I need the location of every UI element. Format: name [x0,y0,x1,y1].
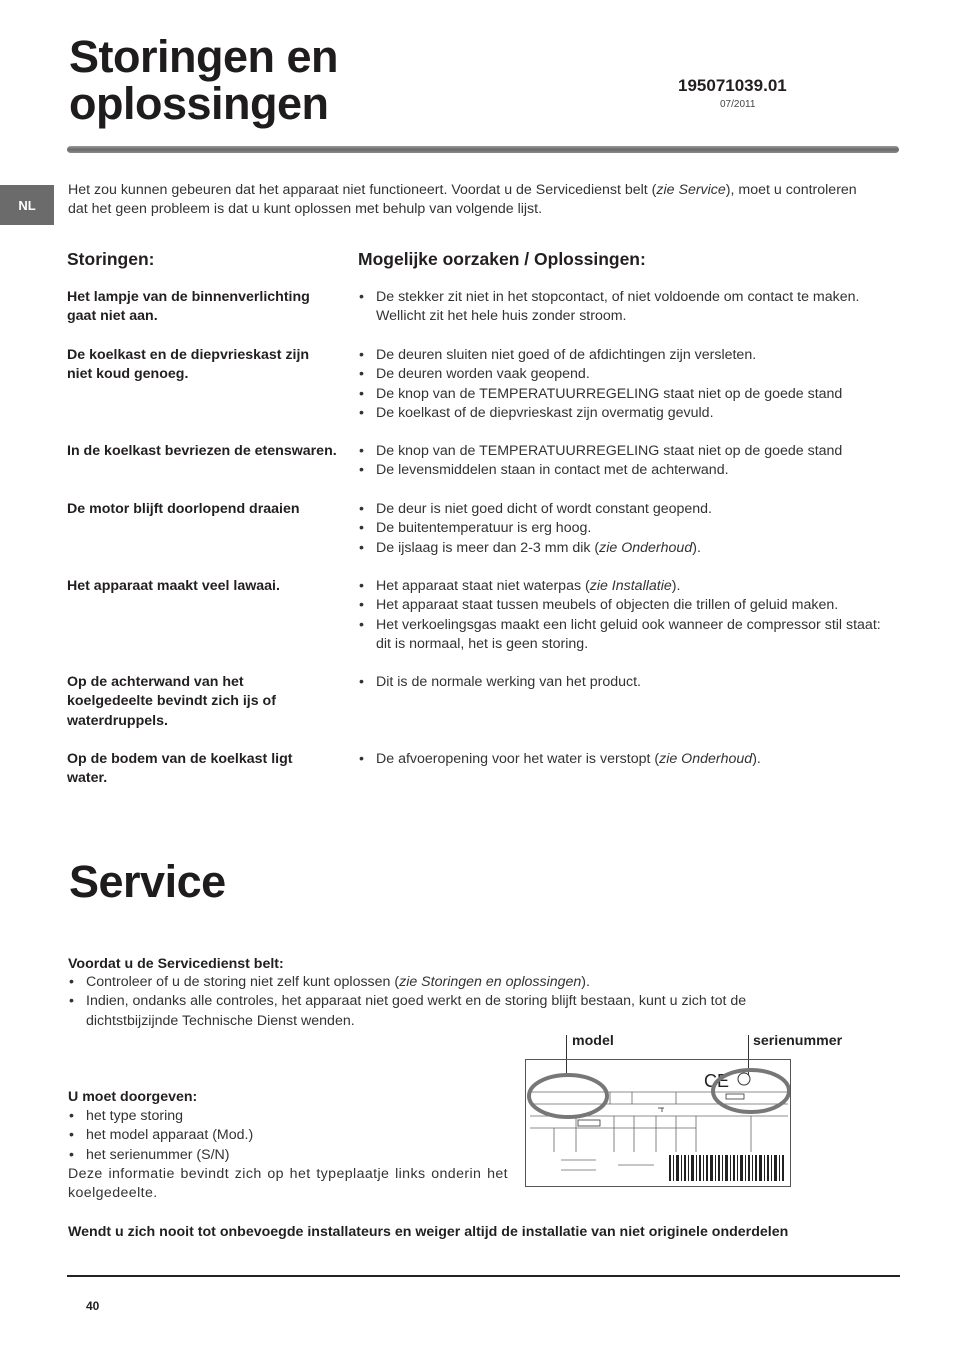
cause-list [359,577,899,654]
before-call-list [69,973,829,1031]
must-provide-item: • het model apparaat (Mod.) [69,1126,499,1145]
cause-list [359,346,899,423]
footer-divider [67,1275,900,1277]
causes-heading: Mogelijke oorzaken / Oplossingen: [358,249,646,269]
cause-item: • De deuren worden vaak geopend. [359,365,899,384]
must-provide-item: • het serienummer (S/N) [69,1146,499,1165]
document-date: 07/2011 [720,99,756,110]
page-number: 40 [86,1299,100,1313]
page-title [69,33,338,127]
rating-plate-illustration [525,1059,791,1187]
before-call-heading: Voordat u de Servicedienst belt: [68,956,284,972]
installer-warning: Wendt u zich nooit tot onbevoegde installateurs en weiger altijd de installatie van niet originele onderdelen [68,1224,789,1240]
header-divider [67,146,899,153]
language-tab: NL [0,185,54,225]
cause-item: • De deur is niet goed dicht of wordt constant geopend. [359,500,899,519]
label-model: model [572,1033,614,1049]
cause-item: • De knop van de TEMPERATUURREGELING staat niet op de goede stand [359,442,899,461]
must-provide-item: • het type storing [69,1107,499,1126]
cause-item: • Het verkoelingsgas maakt een licht geluid ook wanneer de compressor stil staat: dit is normaal, het is geen storing. [359,616,899,655]
cause-item: • De ijslaag is meer dan 2-3 mm dik (zie Onderhoud). [359,539,899,558]
cause-item: • Dit is de normale werking van het product. [359,673,899,692]
cause-list [359,500,899,558]
cause-item: • Het apparaat staat niet waterpas (zie Installatie). [359,577,899,596]
svg-text:CE: CE [704,1071,730,1091]
cause-item: • De buitentemperatuur is erg hoog. [359,519,899,538]
must-provide-heading: U moet doorgeven: [68,1089,198,1105]
problem-label: Het lampje van de binnenverlichting gaat niet aan. [67,289,310,325]
problem-label: De koelkast en de diepvrieskast zijn niet koud genoeg. [67,347,310,383]
document-code: 195071039.01 [678,76,787,95]
cause-list [359,750,899,769]
before-call-item: • Indien, ondanks alle controles, het apparaat niet goed werkt en de storing blijft bestaan, kunt u zich tot de dichtstbijzijnde Technische Dienst wenden. [69,992,829,1031]
problem-label: Het apparaat maakt veel lawaai. [67,578,280,594]
cause-item: • De deuren sluiten niet goed of de afdichtingen zijn versleten. [359,346,899,365]
label-serial-number: serienummer [753,1033,843,1049]
cause-list [359,442,899,481]
problems-heading: Storingen: [67,249,155,269]
rating-plate-drawing [526,1060,790,1186]
cause-item: • De afvoeropening voor het water is verstopt (zie Onderhoud). [359,750,899,769]
title-line-2: oplossingen [69,78,329,129]
cause-list [359,673,899,692]
cause-item: • De koelkast of de diepvrieskast zijn overmatig gevuld. [359,404,899,423]
intro-paragraph: Het zou kunnen gebeuren dat het apparaat niet functioneert. Voordat u de Servicedienst belt (zie Service), moet u controleren dat het geen probleem is dat u kunt oplossen met behulp van volgende lijst. [68,182,857,218]
intro-link-service: zie Service [656,182,726,198]
problem-label: De motor blijft doorlopend draaien [67,501,300,517]
cause-item: • Het apparaat staat tussen meubels of objecten die trillen of geluid maken. [359,596,899,615]
cause-item: • De levensmiddelen staan in contact met de achterwand. [359,461,899,480]
plate-location-note: Deze informatie bevindt zich op het typeplaatje links onderin het koelgedeelte. [68,1166,508,1202]
cause-item: • De stekker zit niet in het stopcontact, of niet voldoende om contact te maken. Wellicht zit het hele huis zonder stroom. [359,288,899,327]
problem-label: Op de bodem van de koelkast ligt water. [67,751,293,787]
cause-list [359,288,899,327]
cause-item: • De knop van de TEMPERATUURREGELING staat niet op de goede stand [359,385,899,404]
problem-label: Op de achterwand van het koelgedeelte bevindt zich ijs of waterdruppels. [67,674,276,729]
title-line-1: Storingen en [69,31,339,82]
service-title: Service [69,856,226,907]
must-provide-list [69,1107,499,1165]
problem-label: In de koelkast bevriezen de etenswaren. [67,443,337,459]
before-call-item: • Controleer of u de storing niet zelf kunt oplossen (zie Storingen en oplossingen). [69,973,829,992]
